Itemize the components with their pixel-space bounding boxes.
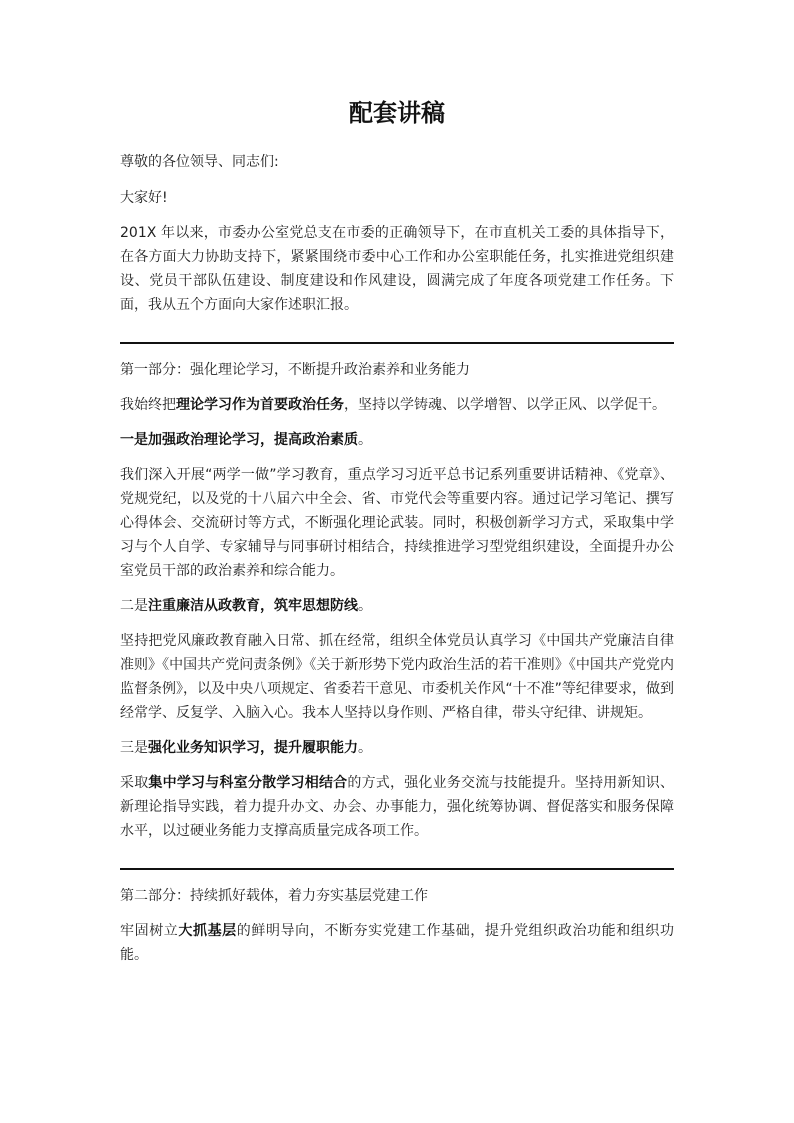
- section-divider: [120, 342, 674, 344]
- section-divider: [120, 868, 674, 870]
- subheading-1-pre: 一是: [120, 432, 148, 448]
- subheading-2-pre: 二是: [120, 598, 148, 614]
- part2-heading: 第二部分：持续抓好载体，着力夯实基层党建工作: [120, 888, 428, 904]
- subsection-3-body-pre: 采取: [120, 775, 149, 791]
- subheading-3: [120, 736, 674, 760]
- subheading-1-post: 。: [358, 432, 372, 448]
- part1-heading: 第一部分：强化理论学习，不断提升政治素养和业务能力: [120, 362, 470, 378]
- subheading-3-post: 。: [358, 740, 372, 756]
- document-title: 配套讲稿: [349, 99, 445, 127]
- subsection-3-body-post: 的方式，强化业务交流与技能提升。坚持用新知识、新理论指导实践，着力提升办文、办会、办事能力，强化统筹协调、督促落实和服务保障水平，以过硬业务能力支撑高质量完成各项工作。: [120, 775, 675, 839]
- part2-lead-bold: 大抓基层: [178, 923, 237, 939]
- subsection-3-body: [120, 771, 674, 843]
- greeting-line: 尊敬的各位领导、同志们:: [120, 154, 279, 170]
- subheading-2: [120, 594, 674, 618]
- subheading-1-bold: 加强政治理论学习，提高政治素质: [148, 432, 358, 448]
- part2-lead-paragraph: [120, 919, 674, 967]
- part1-lead-paragraph: [120, 393, 674, 417]
- document-page: [120, 0, 674, 967]
- subsection-3-body-bold: 集中学习与科室分散学习相结合: [148, 775, 348, 791]
- subheading-1: [120, 428, 674, 452]
- hello-line: 大家好!: [120, 190, 168, 206]
- part1-lead-bold: 理论学习作为首要政治任务: [176, 397, 344, 413]
- part1-lead-post: ，坚持以学铸魂、以学增智、以学正风、以学促干。: [344, 397, 666, 413]
- subheading-2-bold: 注重廉洁从政教育，筑牢思想防线: [148, 598, 358, 614]
- intro-paragraph: 201X 年以来，市委办公室党总支在市委的正确领导下，在市直机关工委的具体指导下，在各方面大力协助支持下，紧紧围绕市委中心工作和办公室职能任务，扎实推进党组织建设、党员干部队伍建设、制度建设和作风建设，圆满完成了年度各项党建工作任务。下面，我从五个方面向大家作述职汇报。: [120, 225, 674, 313]
- subsection-1-body: 我们深入开展“两学一做”学习教育，重点学习习近平总书记系列重要讲话精神、《党章》、党规党纪，以及党的十八届六中全会、省、市党代会等重要内容。通过记学习笔记、撰写心得体会、交流研讨等方式，不断强化理论武装。同时，积极创新学习方式，采取集中学习与个人自学、专家辅导与同事研讨相结合，持续推进学习型党组织建设，全面提升办公室党员干部的政治素养和综合能力。: [120, 467, 674, 579]
- subsection-2-body: 坚持把党风廉政教育融入日常、抓在经常，组织全体党员认真学习《中国共产党廉洁自律准则》《中国共产党问责条例》《关于新形势下党内政治生活的若干准则》《中国共产党党内监督条例》，以及中央八项规定、省委若干意见、市委机关作风“十不准”等纪律要求，做到经常学、反复学、入脑入心。我本人坚持以身作则、严格自律，带头守纪律、讲规矩。: [120, 633, 674, 721]
- subheading-3-pre: 三是: [120, 740, 148, 756]
- part2-lead-pre: 牢固树立: [120, 923, 179, 939]
- part2-lead-post: 的鲜明导向，不断夯实党建工作基础，提升党组织政治功能和组织功能。: [120, 923, 675, 963]
- subheading-3-bold: 强化业务知识学习，提升履职能力: [148, 740, 358, 756]
- part1-lead-pre: 我始终把: [120, 397, 176, 413]
- subheading-2-post: 。: [358, 598, 372, 614]
